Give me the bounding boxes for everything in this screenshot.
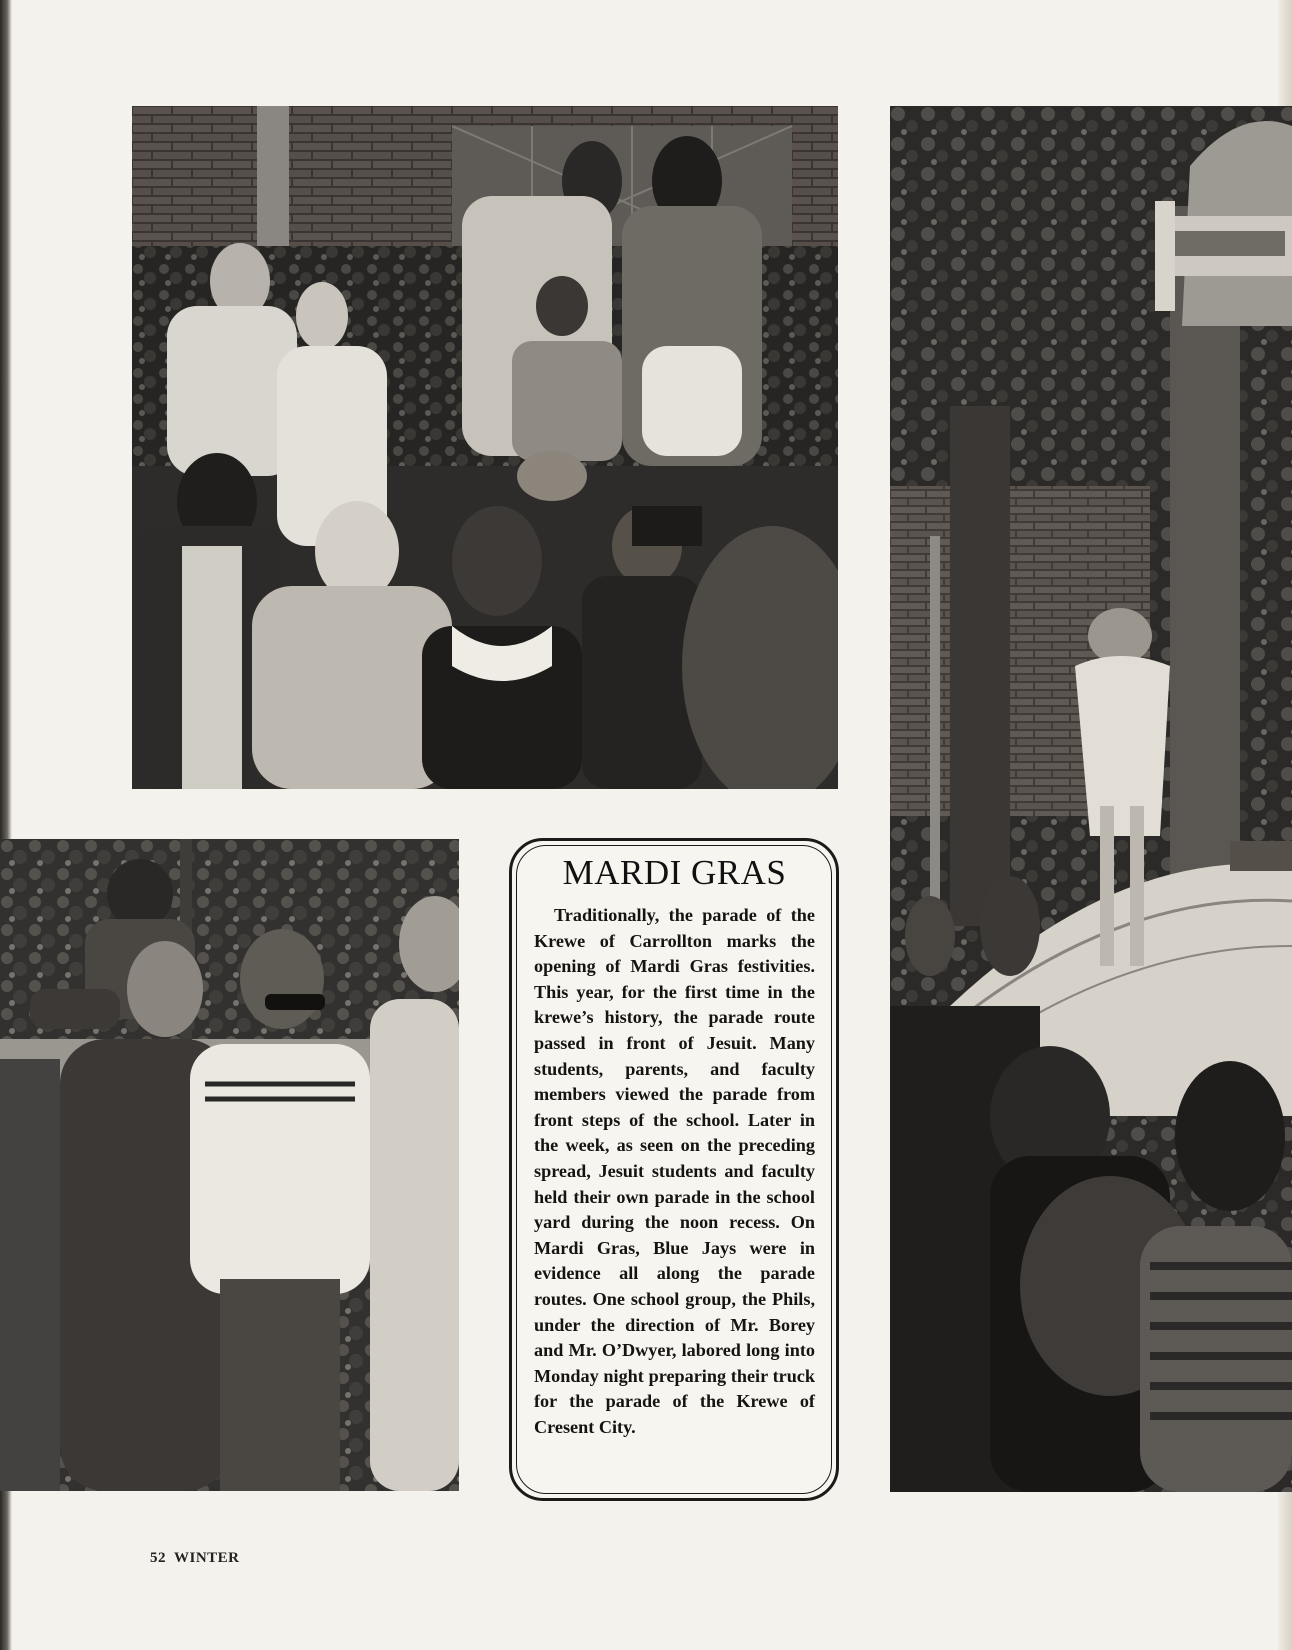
article-text-box	[509, 838, 839, 1501]
article-title: MARDI GRAS	[562, 853, 787, 892]
page-number: 52	[150, 1550, 166, 1566]
section-label: WINTER	[174, 1550, 240, 1566]
parade-float-photo	[890, 106, 1292, 1492]
article-body: Traditionally, the parade of the Krewe of Carrollton marks the opening of Mardi Gras festivities. This year, for the first time in the krewe’s history, the parade route passed in front of Jesuit. Many students, parents, and faculty members viewed the parade from front steps of the school. Later in the week, as seen on the preceding spread, Jesuit students and faculty held their own parade in the school yard during the noon recess. On Mardi Gras, Blue Jays were in evidence all along the parade routes. One school group, the Phils, under the direction of Mr. Borey and Mr. O’Dwyer, labored long into Monday night preparing their truck for the parade of the Krewe of Cresent City.	[534, 905, 815, 1437]
family-group-photo	[0, 839, 459, 1491]
page-footer	[150, 1550, 240, 1567]
spectators-photo	[132, 106, 838, 789]
